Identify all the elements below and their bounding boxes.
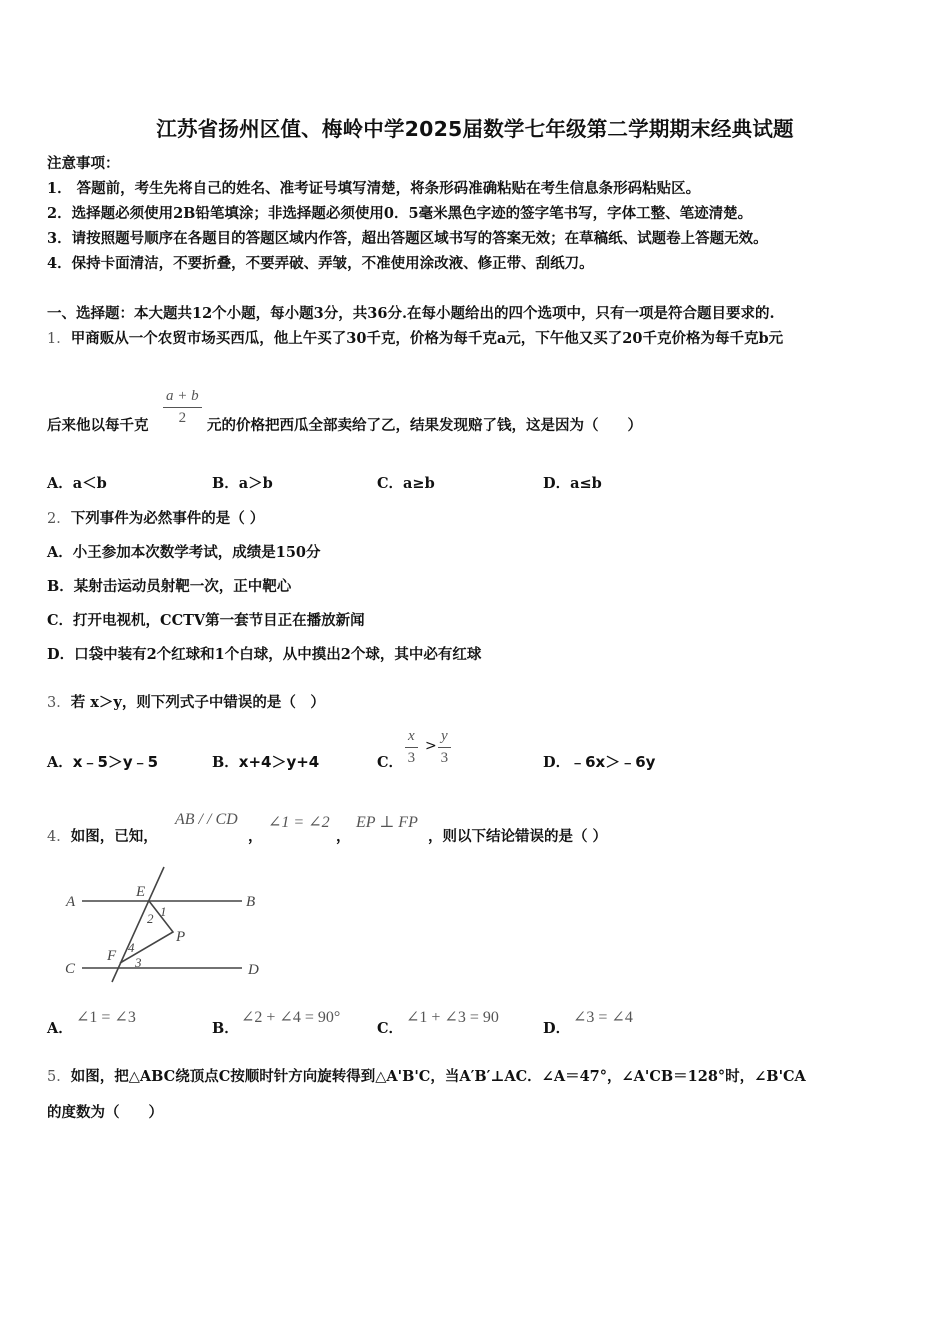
option-d-label: D． — [543, 1020, 571, 1037]
option-c-expr: ∠1 + ∠3 = 90 — [406, 1009, 499, 1026]
q1-line2-post: 元的价格把西瓜全部卖给了乙，结果发现赔了钱，这是因为（ ） — [207, 417, 642, 434]
question-stem: 下列事件为必然事件的是（ ） — [70, 510, 265, 527]
separator: ， — [248, 828, 263, 845]
option-a: A．小王参加本次数学考试，成绩是150分 — [47, 544, 321, 561]
option-label: B． — [212, 754, 239, 771]
question-stem: 若 x＞y，则下列式子中错误的是（ ） — [70, 694, 325, 711]
notice-item: 4．保持卡面清洁，不要折叠，不要弄破、弄皱，不准使用涂改液、修正带、刮纸刀。 — [47, 255, 594, 272]
fraction-numerator: x — [405, 728, 418, 748]
label-angle-2: 2 — [147, 911, 154, 926]
option-d: D．口袋中装有2个红球和1个白球，从中摸出2个球，其中必有红球 — [47, 646, 482, 663]
notice-item: 2．选择题必须使用2B铅笔填涂；非选择题必须使用0．5毫米黑色字迹的签字笔书写，字体工整、笔迹清楚。 — [47, 205, 753, 222]
label-e: E — [136, 884, 146, 900]
question-number: 4． — [47, 829, 71, 845]
question-4-lead — [47, 825, 158, 846]
label-d: D — [248, 962, 259, 978]
option-expr: x﹣5＞y﹣5 — [72, 753, 159, 771]
option-b-label: B． — [212, 1020, 239, 1037]
section-heading: 一、选择题：本大题共12个小题，每小题3分，共36分.在每小题给出的四个选项中，只有一项是符合题目要求的. — [47, 305, 775, 322]
question-stem: 甲商贩从一个农贸市场买西瓜，他上午买了30千克，价格为每千克a元，下午他又买了20千克价格为每千克b元 — [70, 330, 784, 347]
option-d — [543, 751, 655, 772]
fraction-denominator: 3 — [407, 750, 416, 766]
option-b: B．a＞b — [212, 475, 273, 492]
condition-angles: ∠1 = ∠2 — [268, 814, 330, 831]
label-c: C — [65, 961, 76, 977]
question-stem-tail: ，则以下结论错误的是（ ） — [428, 828, 608, 845]
page-title: 江苏省扬州区值、梅岭中学2025届数学七年级第二学期期末经典试题 — [156, 117, 794, 141]
separator: ， — [336, 828, 351, 845]
option-c-label: C． — [377, 754, 404, 771]
option-c-label: C． — [377, 1020, 404, 1037]
option-b: B．某射击运动员射靶一次，正中靶心 — [47, 578, 292, 595]
notice-item: 3．请按照题号顺序在各题目的答题区域内作答，超出答题区域书写的答案无效；在草稿纸、试题卷上答题无效。 — [47, 230, 768, 247]
option-label: A． — [47, 754, 73, 771]
label-a: A — [66, 894, 76, 910]
option-c: C．a≥b — [377, 475, 435, 492]
option-b-expr: ∠2 + ∠4 = 90° — [241, 1009, 341, 1026]
greater-than: > — [425, 738, 437, 754]
question-number: 2． — [47, 511, 71, 527]
q1-fraction — [163, 388, 202, 427]
condition-perpendicular: EP ⊥ FP — [356, 814, 418, 831]
fraction-denominator: 2 — [178, 410, 187, 426]
option-a-expr: ∠1 = ∠3 — [76, 1009, 136, 1026]
label-p: P — [176, 929, 186, 945]
label-angle-4: 4 — [128, 940, 135, 955]
option-label: D． — [543, 754, 571, 771]
label-angle-3: 3 — [135, 955, 142, 970]
notice-heading: 注意事项： — [47, 155, 120, 172]
question-number: 3． — [47, 695, 71, 711]
option-a — [47, 751, 158, 772]
label-angle-1: 1 — [160, 904, 167, 919]
condition-parallel: AB / / CD — [175, 811, 238, 828]
option-c: C．打开电视机，CCTV第一套节目正在播放新闻 — [47, 612, 365, 629]
option-expr: x+4＞y+4 — [238, 753, 320, 771]
option-a-label: A． — [47, 1020, 73, 1037]
label-b: B — [246, 894, 256, 910]
fraction-numerator: y — [438, 728, 451, 748]
geometry-figure — [60, 862, 275, 987]
question-stem: 如图，已知， — [70, 828, 158, 845]
q1-line2-pre: 后来他以每千克 — [47, 417, 149, 434]
notice-item: 1． 答题前，考生先将自己的姓名、准考证号填写清楚，将条形码准确粘贴在考生信息条形码粘贴区。 — [47, 180, 701, 197]
question-number: 1． — [47, 331, 71, 347]
question-stem: 如图，把△ABC绕顶点C按顺时针方向旋转得到△A'B'C，当A′B′⊥AC．∠A＝47°，∠A'CB＝128°时，∠B'CA — [70, 1068, 806, 1085]
question-5-line2: 的度数为（ ） — [47, 1104, 163, 1121]
question-1 — [47, 327, 783, 348]
question-number: 5． — [47, 1069, 71, 1085]
fraction-numerator: a + b — [163, 388, 202, 408]
fraction-y-over-3 — [438, 728, 451, 767]
option-a: A．a＜b — [47, 475, 107, 492]
option-d: D．a≤b — [543, 475, 602, 492]
fraction-x-over-3 — [405, 728, 418, 767]
question-3 — [47, 691, 325, 712]
option-d-expr: ∠3 = ∠4 — [573, 1009, 633, 1026]
option-b — [212, 751, 319, 772]
question-5 — [47, 1065, 806, 1086]
fraction-denominator: 3 — [440, 750, 449, 766]
option-expr: ﹣6x＞﹣6y — [570, 753, 656, 771]
question-2 — [47, 507, 264, 528]
label-f: F — [107, 948, 117, 964]
